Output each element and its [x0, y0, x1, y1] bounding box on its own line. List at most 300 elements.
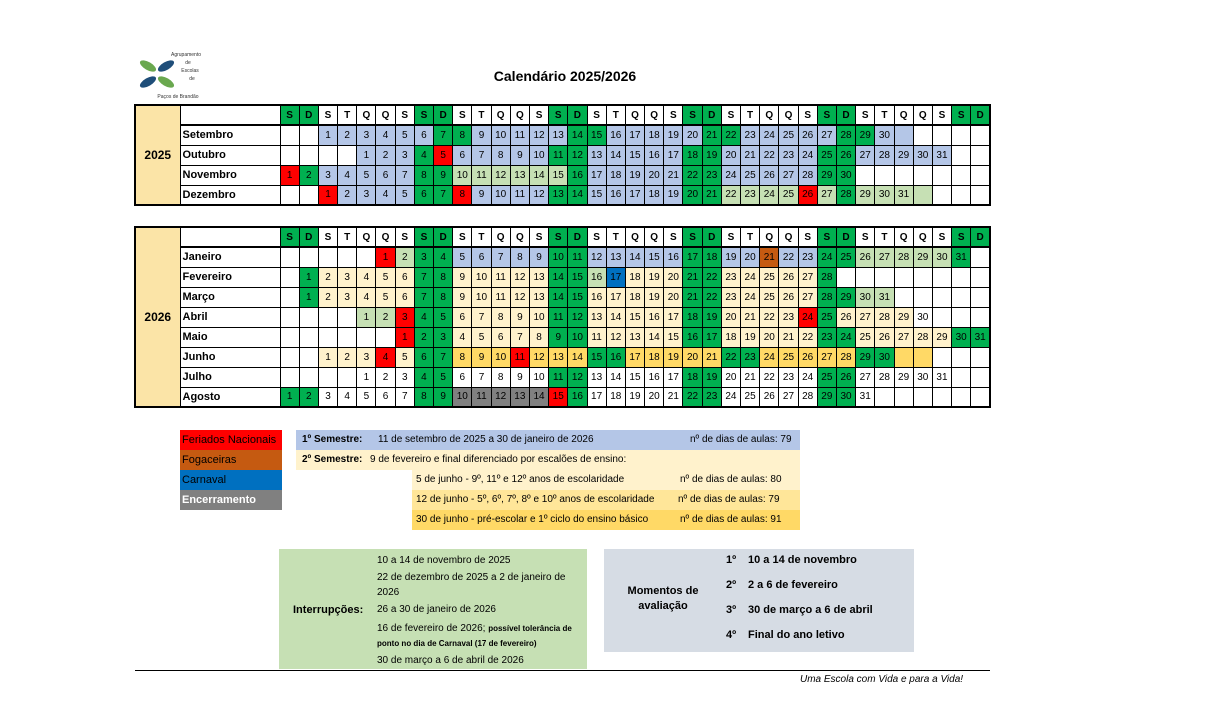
day-cell — [318, 327, 337, 347]
weekday-header: Q — [357, 227, 376, 247]
semester-end-text: 30 de junho - pré-escolar e 1º ciclo do ensino básico — [416, 514, 649, 525]
day-cell — [280, 247, 299, 267]
day-cell: 9 — [434, 165, 453, 185]
weekday-header: D — [702, 227, 721, 247]
weekday-header: S — [414, 105, 433, 125]
day-cell: 14 — [529, 387, 548, 407]
day-cell: 6 — [376, 387, 395, 407]
day-cell: 12 — [510, 287, 529, 307]
day-cell: 6 — [491, 327, 510, 347]
day-cell: 29 — [932, 327, 951, 347]
semester-1-label: 1º Semestre: — [302, 434, 363, 445]
day-cell: 18 — [606, 387, 625, 407]
day-cell: 26 — [798, 125, 817, 145]
day-cell: 30 — [932, 247, 951, 267]
day-cell: 21 — [664, 165, 683, 185]
day-cell: 4 — [357, 267, 376, 287]
day-cell: 12 — [529, 347, 548, 367]
day-cell: 20 — [664, 267, 683, 287]
day-cell: 8 — [453, 185, 472, 205]
day-cell: 23 — [721, 287, 740, 307]
day-cell — [338, 367, 357, 387]
day-cell: 9 — [453, 267, 472, 287]
day-cell: 26 — [779, 287, 798, 307]
day-cell: 24 — [741, 287, 760, 307]
day-cell: 13 — [587, 145, 606, 165]
day-cell: 31 — [875, 287, 894, 307]
interruption-item: 10 a 14 de novembro de 2025 — [377, 555, 511, 566]
day-cell: 6 — [453, 145, 472, 165]
day-cell: 9 — [472, 347, 491, 367]
month-name: Dezembro — [180, 185, 280, 205]
weekday-header: Q — [376, 227, 395, 247]
day-cell: 24 — [760, 347, 779, 367]
day-cell: 12 — [491, 387, 510, 407]
day-cell — [318, 367, 337, 387]
day-cell: 25 — [741, 387, 760, 407]
day-cell: 21 — [741, 307, 760, 327]
month-name: Junho — [180, 347, 280, 367]
day-cell: 7 — [414, 287, 433, 307]
interruption-item — [377, 621, 582, 651]
day-cell: 20 — [741, 247, 760, 267]
day-cell: 10 — [453, 387, 472, 407]
weekday-header: S — [587, 105, 606, 125]
day-cell: 13 — [606, 247, 625, 267]
day-cell: 20 — [721, 307, 740, 327]
evaluation-item — [726, 554, 857, 566]
weekday-header: Q — [510, 105, 529, 125]
day-cell — [952, 125, 971, 145]
day-cell: 17 — [587, 387, 606, 407]
day-cell: 26 — [779, 267, 798, 287]
day-cell: 22 — [702, 267, 721, 287]
day-cell: 17 — [683, 247, 702, 267]
weekday-header: D — [568, 227, 587, 247]
day-cell: 10 — [472, 287, 491, 307]
day-cell: 2 — [338, 347, 357, 367]
day-cell: 9 — [549, 327, 568, 347]
day-cell — [971, 387, 990, 407]
weekday-header: S — [817, 227, 836, 247]
day-cell: 10 — [491, 347, 510, 367]
day-cell — [913, 185, 932, 205]
weekday-header: T — [741, 227, 760, 247]
day-cell: 19 — [645, 267, 664, 287]
day-cell: 10 — [529, 367, 548, 387]
day-cell: 17 — [664, 307, 683, 327]
day-cell — [318, 145, 337, 165]
legend-encerramento: Encerramento — [180, 490, 282, 510]
day-cell — [952, 367, 971, 387]
weekday-header: T — [606, 105, 625, 125]
weekday-header: Q — [760, 105, 779, 125]
day-cell: 25 — [856, 327, 875, 347]
day-cell: 25 — [741, 165, 760, 185]
weekday-header: D — [836, 227, 855, 247]
day-cell: 28 — [836, 347, 855, 367]
day-cell: 2 — [338, 185, 357, 205]
day-cell — [357, 327, 376, 347]
day-cell: 28 — [798, 165, 817, 185]
weekday-header: S — [280, 227, 299, 247]
evaluation-number: 4º — [726, 629, 737, 641]
day-cell — [280, 145, 299, 165]
day-cell: 5 — [395, 125, 414, 145]
day-cell: 28 — [817, 287, 836, 307]
day-cell: 26 — [836, 367, 855, 387]
day-cell: 29 — [856, 347, 875, 367]
day-cell: 1 — [299, 267, 318, 287]
day-cell: 3 — [318, 165, 337, 185]
interruption-item: 26 a 30 de janeiro de 2026 — [377, 604, 496, 615]
day-cell: 2 — [395, 247, 414, 267]
legend-carnaval: Carnaval — [180, 470, 282, 490]
day-cell: 4 — [338, 387, 357, 407]
day-cell: 22 — [760, 367, 779, 387]
semester-end-row — [412, 470, 800, 490]
weekday-header: S — [549, 105, 568, 125]
day-cell: 16 — [645, 367, 664, 387]
day-cell: 3 — [357, 185, 376, 205]
day-cell: 30 — [836, 387, 855, 407]
day-cell: 18 — [606, 165, 625, 185]
day-cell: 9 — [453, 287, 472, 307]
day-cell: 5 — [434, 145, 453, 165]
semester-2-dates: 9 de fevereiro e final diferenciado por escalões de ensino: — [370, 454, 627, 465]
day-cell: 3 — [434, 327, 453, 347]
day-cell: 1 — [395, 327, 414, 347]
weekday-header: S — [952, 227, 971, 247]
day-cell — [952, 287, 971, 307]
day-cell: 25 — [779, 125, 798, 145]
day-cell: 11 — [587, 327, 606, 347]
day-cell: 14 — [549, 267, 568, 287]
day-cell: 8 — [414, 387, 433, 407]
weekday-header: S — [453, 105, 472, 125]
weekday-header: Q — [491, 227, 510, 247]
evaluation-item — [726, 604, 873, 616]
day-cell: 11 — [510, 185, 529, 205]
day-cell — [318, 247, 337, 267]
day-cell — [299, 367, 318, 387]
weekday-header: S — [318, 227, 337, 247]
day-cell: 10 — [491, 125, 510, 145]
day-cell: 20 — [760, 327, 779, 347]
day-cell: 28 — [913, 327, 932, 347]
day-cell: 8 — [491, 145, 510, 165]
day-cell: 16 — [568, 387, 587, 407]
day-cell — [971, 347, 990, 367]
day-cell: 21 — [702, 347, 721, 367]
day-cell: 15 — [549, 387, 568, 407]
weekday-header: T — [338, 227, 357, 247]
day-cell: 29 — [894, 307, 913, 327]
day-cell — [971, 267, 990, 287]
day-cell: 21 — [683, 287, 702, 307]
day-cell: 15 — [587, 125, 606, 145]
day-cell: 15 — [625, 307, 644, 327]
day-cell — [338, 307, 357, 327]
day-cell — [280, 307, 299, 327]
legend-fogaceiras: Fogaceiras — [180, 450, 282, 470]
day-cell: 7 — [414, 267, 433, 287]
day-cell: 29 — [913, 247, 932, 267]
day-cell: 23 — [741, 125, 760, 145]
weekday-header: Q — [625, 227, 644, 247]
month-name: Abril — [180, 307, 280, 327]
day-cell: 15 — [625, 367, 644, 387]
day-cell: 19 — [664, 347, 683, 367]
month-header-blank — [180, 105, 280, 125]
day-cell: 20 — [664, 287, 683, 307]
day-cell: 10 — [549, 247, 568, 267]
day-cell: 17 — [606, 267, 625, 287]
day-cell: 3 — [395, 145, 414, 165]
day-cell: 28 — [836, 125, 855, 145]
day-cell: 14 — [529, 165, 548, 185]
weekday-header: D — [299, 227, 318, 247]
day-cell: 13 — [549, 125, 568, 145]
day-cell: 13 — [529, 287, 548, 307]
day-cell — [299, 125, 318, 145]
day-cell: 18 — [702, 247, 721, 267]
weekday-header: S — [721, 105, 740, 125]
weekday-header: S — [721, 227, 740, 247]
day-cell: 11 — [549, 307, 568, 327]
day-cell: 20 — [683, 125, 702, 145]
day-cell: 19 — [702, 367, 721, 387]
day-cell: 29 — [817, 387, 836, 407]
day-cell: 4 — [376, 347, 395, 367]
day-cell: 26 — [760, 387, 779, 407]
day-cell — [299, 145, 318, 165]
page-title: Calendário 2025/2026 — [493, 68, 637, 84]
weekday-header: S — [856, 105, 875, 125]
weekday-header: D — [702, 105, 721, 125]
day-cell: 22 — [779, 247, 798, 267]
day-cell: 18 — [683, 367, 702, 387]
day-cell: 18 — [625, 287, 644, 307]
day-cell — [932, 387, 951, 407]
day-cell: 23 — [779, 145, 798, 165]
day-cell: 19 — [702, 145, 721, 165]
day-cell: 24 — [741, 267, 760, 287]
day-cell: 11 — [510, 347, 529, 367]
calendar-2025-table — [134, 104, 991, 206]
day-cell: 27 — [779, 165, 798, 185]
day-cell — [894, 347, 913, 367]
day-cell: 9 — [529, 247, 548, 267]
day-cell: 26 — [836, 307, 855, 327]
day-cell: 4 — [453, 327, 472, 347]
logo-text-2: de — [185, 60, 191, 66]
day-cell — [299, 307, 318, 327]
day-cell: 6 — [395, 287, 414, 307]
day-cell: 2 — [318, 287, 337, 307]
day-cell: 17 — [664, 145, 683, 165]
month-row — [135, 327, 990, 347]
day-cell: 19 — [645, 287, 664, 307]
day-cell — [875, 387, 894, 407]
day-cell: 16 — [606, 347, 625, 367]
day-cell: 29 — [856, 125, 875, 145]
day-cell — [932, 267, 951, 287]
day-cell: 27 — [817, 185, 836, 205]
weekday-header: S — [798, 105, 817, 125]
day-cell: 5 — [395, 347, 414, 367]
day-cell: 30 — [875, 125, 894, 145]
weekday-header: D — [434, 105, 453, 125]
day-cell: 25 — [836, 247, 855, 267]
day-cell: 22 — [721, 185, 740, 205]
day-cell: 19 — [664, 125, 683, 145]
day-cell: 30 — [875, 185, 894, 205]
day-cell: 24 — [836, 327, 855, 347]
day-cell — [952, 267, 971, 287]
day-cell: 23 — [702, 165, 721, 185]
day-cell: 30 — [836, 165, 855, 185]
day-cell: 27 — [856, 307, 875, 327]
day-cell: 1 — [357, 367, 376, 387]
day-cell: 14 — [549, 287, 568, 307]
day-cell — [280, 347, 299, 367]
day-cell — [932, 347, 951, 367]
day-cell: 6 — [376, 165, 395, 185]
day-cell: 20 — [683, 347, 702, 367]
day-cell: 20 — [721, 367, 740, 387]
school-motto: Uma Escola com Vida e para a Vida! — [800, 674, 964, 685]
weekday-header: Q — [510, 227, 529, 247]
day-cell: 1 — [318, 185, 337, 205]
day-cell: 21 — [741, 367, 760, 387]
day-cell: 13 — [549, 347, 568, 367]
weekday-header: S — [414, 227, 433, 247]
interruption-note: possível tolerância de ponto no dia de Carnaval (17 de fevereiro) — [377, 624, 572, 648]
day-cell: 11 — [549, 145, 568, 165]
month-name: Fevereiro — [180, 267, 280, 287]
day-cell: 27 — [856, 367, 875, 387]
day-cell: 27 — [798, 287, 817, 307]
logo-text-1: Agrupamento — [170, 52, 202, 58]
day-cell: 4 — [414, 307, 433, 327]
weekday-header: S — [280, 105, 299, 125]
day-cell: 8 — [529, 327, 548, 347]
day-cell — [913, 165, 932, 185]
day-cell: 1 — [357, 145, 376, 165]
day-cell: 23 — [779, 367, 798, 387]
day-cell: 1 — [318, 347, 337, 367]
month-name: Outubro — [180, 145, 280, 165]
interruptions-box — [279, 549, 587, 669]
day-cell: 26 — [856, 247, 875, 267]
day-cell: 12 — [491, 165, 510, 185]
day-cell: 25 — [760, 267, 779, 287]
weekday-header: S — [395, 105, 414, 125]
day-cell — [299, 247, 318, 267]
day-cell: 17 — [587, 165, 606, 185]
day-cell: 7 — [434, 125, 453, 145]
day-cell: 17 — [625, 125, 644, 145]
day-cell: 5 — [434, 307, 453, 327]
month-row — [135, 125, 990, 145]
month-row — [135, 387, 990, 407]
day-cell — [913, 387, 932, 407]
day-cell — [971, 307, 990, 327]
day-cell: 5 — [357, 387, 376, 407]
day-cell: 30 — [913, 307, 932, 327]
day-cell: 30 — [856, 287, 875, 307]
day-cell: 20 — [683, 185, 702, 205]
day-cell: 5 — [395, 185, 414, 205]
day-cell: 4 — [434, 247, 453, 267]
semester-2-label: 2º Semestre: — [302, 454, 363, 465]
day-cell: 11 — [472, 387, 491, 407]
day-cell: 3 — [414, 247, 433, 267]
day-cell: 24 — [721, 387, 740, 407]
month-row — [135, 267, 990, 287]
day-cell — [856, 267, 875, 287]
weekday-header: T — [741, 105, 760, 125]
evaluation-box — [604, 549, 914, 652]
day-cell: 14 — [568, 347, 587, 367]
day-cell: 28 — [894, 247, 913, 267]
semester-end-days: nº de dias de aulas: 79 — [678, 494, 780, 505]
day-cell: 2 — [299, 165, 318, 185]
day-cell: 13 — [625, 327, 644, 347]
day-cell: 13 — [510, 387, 529, 407]
day-cell: 8 — [491, 307, 510, 327]
day-cell: 11 — [549, 367, 568, 387]
day-cell: 28 — [836, 185, 855, 205]
weekday-header: S — [932, 227, 951, 247]
day-cell: 11 — [491, 287, 510, 307]
day-cell: 23 — [702, 387, 721, 407]
year-cell: 2025 — [135, 105, 180, 205]
day-cell: 3 — [357, 125, 376, 145]
day-cell: 11 — [472, 165, 491, 185]
day-cell: 5 — [472, 327, 491, 347]
day-cell: 15 — [664, 327, 683, 347]
day-cell: 22 — [798, 327, 817, 347]
weekday-header: Q — [357, 105, 376, 125]
day-cell — [932, 185, 951, 205]
day-cell: 23 — [779, 307, 798, 327]
weekday-header: S — [664, 105, 683, 125]
day-cell: 1 — [280, 387, 299, 407]
day-cell: 8 — [414, 165, 433, 185]
day-cell: 26 — [798, 185, 817, 205]
day-cell: 7 — [472, 307, 491, 327]
day-cell: 6 — [414, 125, 433, 145]
day-cell — [913, 125, 932, 145]
day-cell: 25 — [817, 145, 836, 165]
day-cell: 16 — [587, 287, 606, 307]
day-cell: 5 — [376, 267, 395, 287]
day-cell: 24 — [760, 125, 779, 145]
weekday-header: Q — [645, 105, 664, 125]
weekday-header: Q — [913, 105, 932, 125]
day-cell: 14 — [568, 125, 587, 145]
day-cell — [913, 267, 932, 287]
day-cell: 6 — [453, 367, 472, 387]
day-cell: 14 — [645, 327, 664, 347]
month-name: Novembro — [180, 165, 280, 185]
day-cell — [894, 267, 913, 287]
weekday-header: S — [453, 227, 472, 247]
day-cell: 5 — [376, 287, 395, 307]
evaluation-text: 30 de março a 6 de abril — [748, 604, 873, 616]
